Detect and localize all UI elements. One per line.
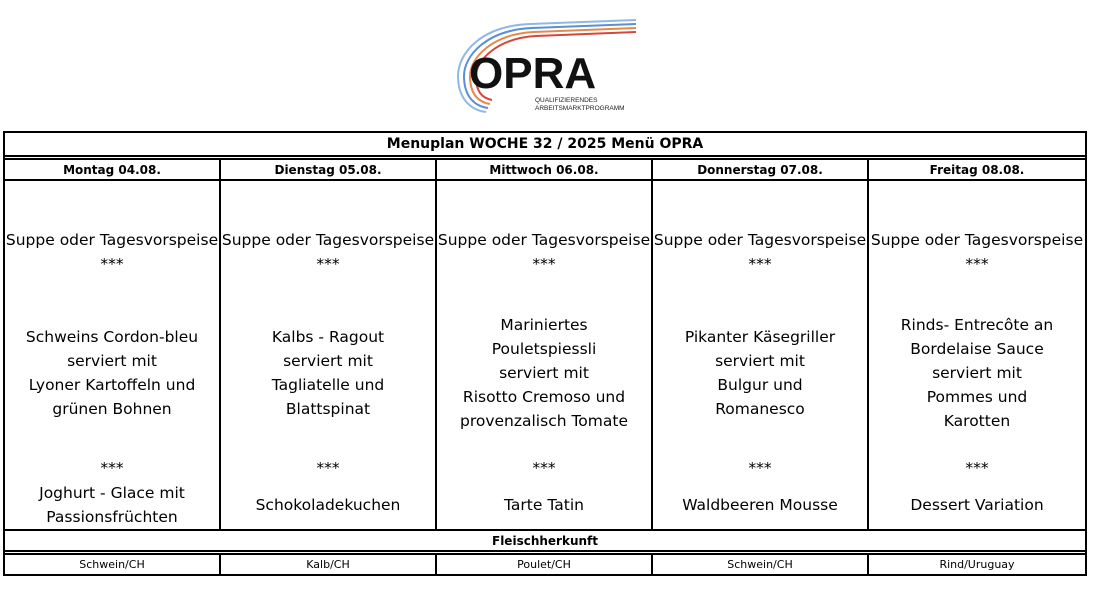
origin-wednesday: Poulet/CH	[436, 554, 652, 575]
main-line: provenzalisch Tomate	[459, 412, 628, 430]
main-line: Pikanter Käsegriller	[684, 328, 836, 346]
main-dish	[437, 313, 651, 433]
dessert-line: Waldbeeren Mousse	[682, 496, 838, 514]
main-line: Risotto Cremoso und	[462, 388, 626, 406]
main-line: Kalbs - Ragout	[271, 328, 385, 346]
separator: ***	[532, 459, 556, 477]
dessert-line: Passionsfrüchten	[46, 508, 178, 526]
separator: ***	[748, 459, 772, 477]
dessert	[221, 481, 435, 529]
dessert-line: Tarte Tatin	[504, 496, 584, 514]
main-line: serviert mit	[499, 364, 589, 382]
starter-text	[869, 228, 1085, 276]
separator: ***	[316, 459, 340, 477]
origin-tuesday: Kalb/CH	[220, 554, 436, 575]
main-line: Schweins Cordon-bleu	[25, 328, 199, 346]
main-line: serviert mit	[67, 352, 157, 370]
dessert	[869, 481, 1085, 529]
main-line: Mariniertes	[500, 316, 588, 334]
main-line: Romanesco	[715, 400, 805, 418]
main-line: Tagliatelle und	[271, 376, 385, 394]
opra-logo	[450, 14, 640, 118]
day-header-friday: Freitag 08.08.	[868, 159, 1086, 180]
starter-label: Suppe oder Tagesvorspeise	[870, 231, 1084, 249]
separator: ***	[748, 255, 772, 273]
separator: ***	[316, 255, 340, 273]
starter-label: Suppe oder Tagesvorspeise	[437, 231, 651, 249]
main-dish	[5, 313, 219, 433]
main-line: Blattspinat	[285, 400, 371, 418]
menu-table	[3, 131, 1087, 576]
main-line: Karotten	[943, 412, 1011, 430]
dessert	[653, 481, 867, 529]
dessert-line: Joghurt - Glace mit	[39, 484, 185, 502]
dessert-line: Dessert Variation	[910, 496, 1044, 514]
main-line: Bulgur und	[717, 376, 803, 394]
menu-cell-tuesday	[220, 180, 436, 530]
separator: ***	[965, 459, 989, 477]
origin-heading: Fleischherkunft	[4, 530, 1086, 551]
menu-cell-wednesday	[436, 180, 652, 530]
origin-thursday: Schwein/CH	[652, 554, 868, 575]
starter-label: Suppe oder Tagesvorspeise	[5, 231, 219, 249]
menu-cell-monday	[4, 180, 220, 530]
main-line: serviert mit	[283, 352, 373, 370]
dessert	[5, 481, 219, 529]
main-dish	[653, 313, 867, 433]
main-dish	[869, 313, 1085, 433]
origin-monday: Schwein/CH	[4, 554, 220, 575]
day-header-monday: Montag 04.08.	[4, 159, 220, 180]
separator: ***	[532, 255, 556, 273]
main-line: grünen Bohnen	[52, 400, 172, 418]
main-line: Pommes und	[926, 388, 1028, 406]
main-line: Lyoner Kartoffeln und	[28, 376, 196, 394]
starter-label: Suppe oder Tagesvorspeise	[221, 231, 435, 249]
separator: ***	[100, 459, 124, 477]
separator: ***	[965, 255, 989, 273]
main-line: Bordelaise Sauce	[910, 340, 1044, 358]
starter-text	[437, 228, 651, 276]
menu-title: Menuplan WOCHE 32 / 2025 Menü OPRA	[4, 132, 1086, 156]
main-line: serviert mit	[715, 352, 805, 370]
origin-friday: Rind/Uruguay	[868, 554, 1086, 575]
menu-cell-friday	[868, 180, 1086, 530]
svg-text:ARBEITSMARKTPROGRAMM: ARBEITSMARKTPROGRAMM	[535, 105, 625, 112]
starter-label: Suppe oder Tagesvorspeise	[653, 231, 867, 249]
main-dish	[221, 313, 435, 433]
starter-text	[5, 228, 219, 276]
day-header-tuesday: Dienstag 05.08.	[220, 159, 436, 180]
day-header-thursday: Donnerstag 07.08.	[652, 159, 868, 180]
separator: ***	[100, 255, 124, 273]
svg-text:OPRA: OPRA	[469, 49, 597, 98]
starter-text	[653, 228, 867, 276]
dessert-line: Schokoladekuchen	[255, 496, 401, 514]
svg-text:QUALIFIZIERENDES: QUALIFIZIERENDES	[535, 97, 598, 104]
opra-logo-graphic	[450, 14, 640, 118]
starter-text	[221, 228, 435, 276]
main-line: serviert mit	[932, 364, 1022, 382]
menu-cell-thursday	[652, 180, 868, 530]
main-line: Rinds- Entrecôte an	[900, 316, 1054, 334]
main-line: Pouletspiessli	[491, 340, 597, 358]
dessert	[437, 481, 651, 529]
day-header-wednesday: Mittwoch 06.08.	[436, 159, 652, 180]
